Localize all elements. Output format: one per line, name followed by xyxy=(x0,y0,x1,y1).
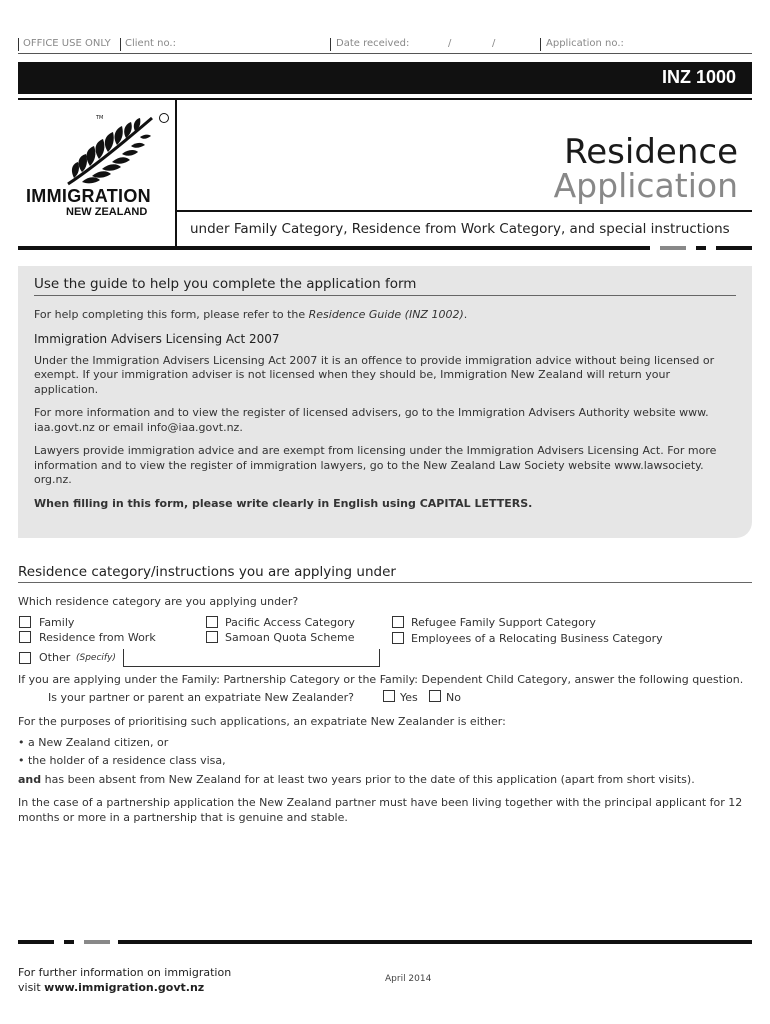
expatriate-yes-checkbox[interactable] xyxy=(383,690,395,702)
residence-section-title: Residence category/instructions you are applying under xyxy=(18,564,752,583)
bullet-visa: • the holder of a residence class visa, xyxy=(18,754,226,767)
header-rule xyxy=(18,98,752,100)
refugee-family-label: Refugee Family Support Category xyxy=(411,616,596,629)
header-dash xyxy=(716,246,752,250)
expatriate-yes-label: Yes xyxy=(400,691,418,704)
residence-from-work-checkbox[interactable] xyxy=(19,631,31,643)
samoan-quota-checkbox[interactable] xyxy=(206,631,218,643)
expatriate-no-label: No xyxy=(446,691,461,704)
prioritising-text: For the purposes of prioritising such applications, an expatriate New Zealander is either: xyxy=(18,715,506,728)
footer-url-link[interactable]: www.immigration.govt.nz xyxy=(44,981,205,994)
header-dash xyxy=(696,246,706,250)
application-no-field[interactable]: Application no.: xyxy=(546,38,624,49)
absent-text: and has been absent from New Zealand for at least two years prior to the date of this application (apart from short visits). xyxy=(18,773,695,786)
date-slash: / xyxy=(492,38,496,49)
employees-relocating-checkbox[interactable] xyxy=(392,632,404,644)
divider xyxy=(18,38,19,51)
expatriate-no-checkbox[interactable] xyxy=(429,690,441,702)
guide-panel xyxy=(18,266,752,538)
office-use-row xyxy=(18,36,752,54)
employees-relocating-label: Employees of a Relocating Business Category xyxy=(411,632,663,645)
date-received-field[interactable]: Date received: xyxy=(336,38,410,49)
title-rule xyxy=(175,210,752,212)
act-paragraph-1: Under the Immigration Advisers Licensing Act 2007 it is an offence to provide immigration advice without being licensed or exempt. If your immigration adviser is not licensed when they should be, Immigration New Zealand will return your application. xyxy=(34,353,715,396)
pacific-access-label: Pacific Access Category xyxy=(225,616,355,629)
page-subtitle: under Family Category, Residence from Work Category, and special instructions xyxy=(190,221,730,237)
guide-help-text: For help completing this form, please refer to the Residence Guide (INZ 1002). xyxy=(34,308,468,321)
partnership-rule: In the case of a partnership application the New Zealand partner must have been living together with the principal applicant for 12 months or more in a partnership that is genuine and stable. xyxy=(18,796,743,824)
family-checkbox[interactable] xyxy=(19,616,31,628)
page-title-line1: Residence xyxy=(564,132,738,172)
form-code: INZ 1000 xyxy=(661,67,736,87)
footer-dash xyxy=(84,940,110,944)
act-paragraph-2: For more information and to view the register of licensed advisers, go to the Immigration Advisers Authority website www. iaa.govt.nz or email info@iaa.govt.nz. xyxy=(34,406,709,434)
date-slash: / xyxy=(448,38,452,49)
partnership-note: If you are applying under the Family: Partnership Category or the Family: Dependent Child Category, answer the following question. xyxy=(18,673,744,686)
divider xyxy=(540,38,541,51)
guide-heading: Use the guide to help you complete the application form xyxy=(34,276,736,296)
category-question: Which residence category are you applying under? xyxy=(18,595,299,608)
divider xyxy=(330,38,331,51)
footer-info: For further information on immigration xyxy=(18,966,232,979)
form-date: April 2014 xyxy=(385,974,432,984)
act-paragraph-3: Lawyers provide immigration advice and are exempt from licensing under the Immigration Advisers Licensing Act. For more information and to view the register of immigration lawyers, go to the New Zealand Law Society website www.lawsociety. org.nz. xyxy=(34,444,717,486)
footer-visit: visit www.immigration.govt.nz xyxy=(18,981,205,994)
header-dash xyxy=(660,246,686,250)
other-label: Other xyxy=(39,651,71,664)
other-specify-label: (Specify) xyxy=(76,653,116,663)
family-label: Family xyxy=(39,616,75,629)
samoan-quota-label: Samoan Quota Scheme xyxy=(225,631,355,644)
footer-dash xyxy=(18,940,54,944)
logo-text-immigration: IMMIGRATION xyxy=(26,186,151,206)
header-vertical-rule xyxy=(175,98,177,250)
header-bottom-rule xyxy=(18,246,650,250)
trademark: TM xyxy=(96,115,104,121)
footer-rule xyxy=(118,940,752,944)
page-title-line2: Application xyxy=(553,166,738,205)
logo-text-new-zealand: NEW ZEALAND xyxy=(66,206,148,218)
expatriate-question: Is your partner or parent an expatriate New Zealander? xyxy=(48,691,354,704)
pacific-access-checkbox[interactable] xyxy=(206,616,218,628)
header-bar xyxy=(18,62,752,94)
silver-fern-logo-icon xyxy=(64,112,174,186)
other-specify-field[interactable] xyxy=(123,649,380,667)
guide-reference: Residence Guide (INZ 1002) xyxy=(308,308,464,321)
residence-from-work-label: Residence from Work xyxy=(39,631,156,644)
footer-dash xyxy=(64,940,74,944)
other-checkbox[interactable] xyxy=(19,652,31,664)
divider xyxy=(120,38,121,51)
bullet-citizen: • a New Zealand citizen, or xyxy=(18,736,169,749)
capital-letters-instruction: When filling in this form, please write clearly in English using CAPITAL LETTERS. xyxy=(34,496,533,510)
refugee-family-checkbox[interactable] xyxy=(392,616,404,628)
office-use-label: OFFICE USE ONLY xyxy=(23,38,111,49)
client-no-field[interactable]: Client no.: xyxy=(125,38,176,49)
act-heading: Immigration Advisers Licensing Act 2007 xyxy=(34,331,280,346)
